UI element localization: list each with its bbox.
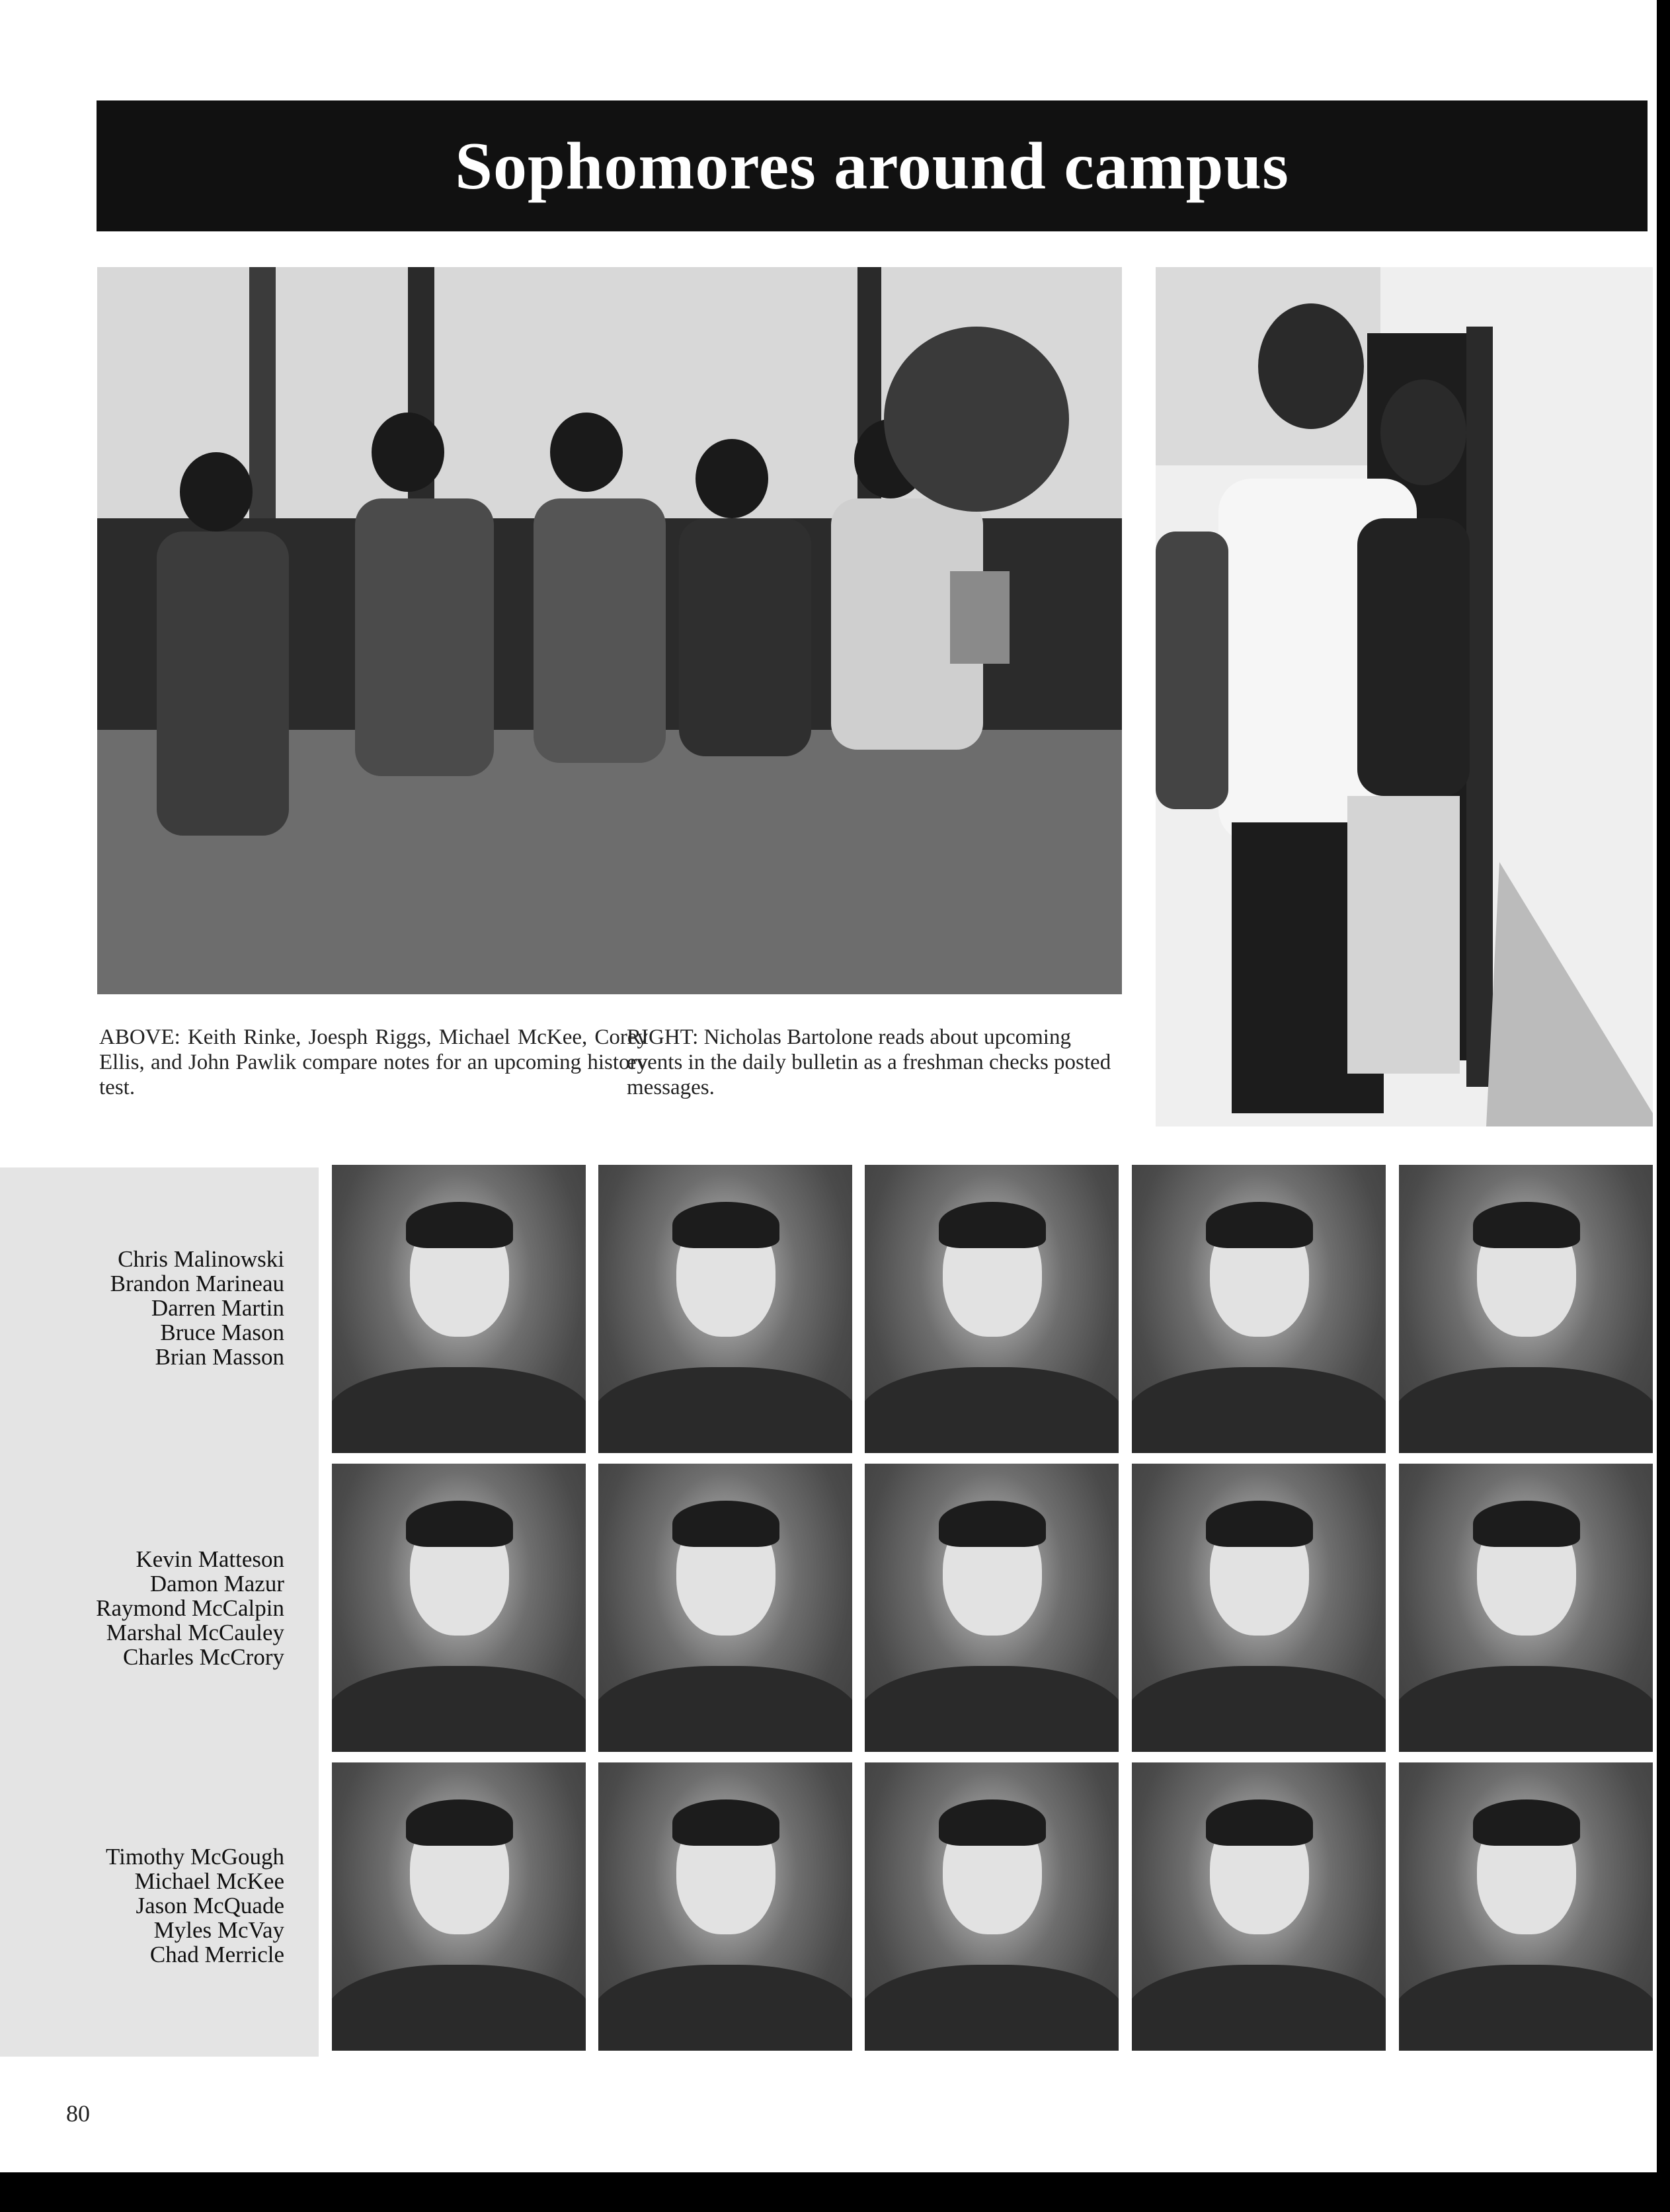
group-study-photo-art <box>97 267 1122 994</box>
portrait <box>598 1464 852 1752</box>
portrait <box>865 1165 1119 1453</box>
portrait <box>1132 1464 1386 1752</box>
page-number: 80 <box>66 2100 90 2127</box>
portrait <box>865 1762 1119 2051</box>
name-list-row-1 <box>7 1247 284 1369</box>
student-name: Darren Martin <box>151 1295 284 1321</box>
name-list-row-2 <box>7 1547 284 1669</box>
name-list-row-3 <box>7 1844 284 1967</box>
student-name: Chris Malinowski <box>118 1246 284 1272</box>
student-name: Kevin Matteson <box>136 1546 284 1572</box>
group-study-photo <box>97 267 1122 994</box>
caption-right: RIGHT: Nicholas Bartolone reads about upcoming events in the daily bulletin as a freshman checks posted messages. <box>627 1025 1111 1099</box>
bulletin-board-photo-art <box>1156 267 1653 1126</box>
student-name: Bruce Mason <box>160 1320 284 1345</box>
portrait <box>332 1464 586 1752</box>
student-name: Timothy McGough <box>105 1844 284 1870</box>
student-name: Damon Mazur <box>149 1571 284 1597</box>
student-name: Michael McKee <box>134 1868 284 1894</box>
portrait <box>1132 1165 1386 1453</box>
portrait <box>598 1165 852 1453</box>
student-name: Raymond McCalpin <box>96 1595 284 1621</box>
student-name: Jason McQuade <box>136 1893 284 1918</box>
student-name: Chad Merricle <box>149 1942 284 1967</box>
student-name: Charles McCrory <box>123 1644 284 1670</box>
portrait <box>332 1165 586 1453</box>
portrait <box>598 1762 852 2051</box>
student-name: Brandon Marineau <box>110 1271 284 1296</box>
portrait <box>1399 1762 1653 2051</box>
caption-above: ABOVE: Keith Rinke, Joesph Riggs, Michael McKee, Corey Ellis, and John Pawlik compare notes for an upcoming history test. <box>99 1025 648 1099</box>
student-name: Marshal McCauley <box>106 1620 284 1645</box>
title-banner <box>97 100 1648 231</box>
portrait <box>865 1464 1119 1752</box>
portrait <box>1132 1762 1386 2051</box>
page-title: Sophomores around campus <box>455 128 1289 204</box>
portrait <box>1399 1464 1653 1752</box>
portrait <box>332 1762 586 2051</box>
student-name: Brian Masson <box>155 1344 284 1370</box>
bulletin-board-photo <box>1156 267 1653 1126</box>
portrait <box>1399 1165 1653 1453</box>
student-name: Myles McVay <box>153 1917 284 1943</box>
